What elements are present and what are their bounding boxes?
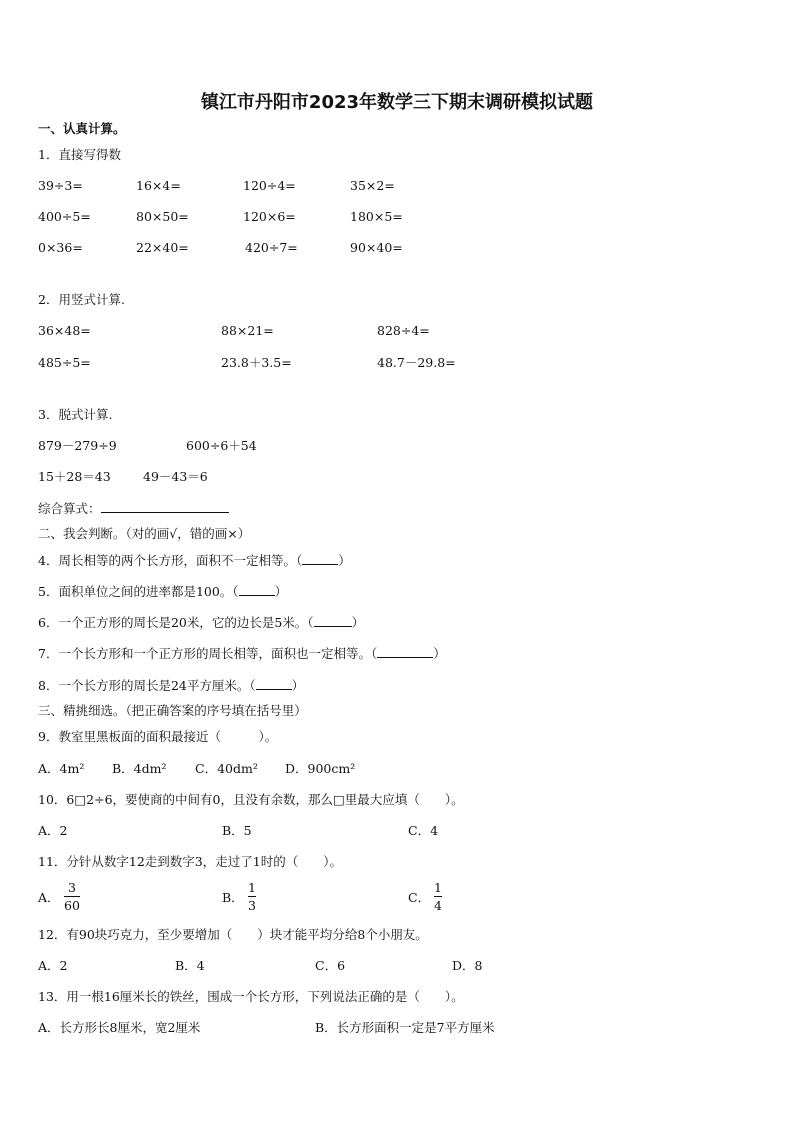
fraction-numerator: 1 [434,880,442,895]
judge-item [38,645,446,662]
q2-item: 828÷4= [377,323,430,338]
q1-item: 90×40= [350,240,403,255]
q3-item: 15＋28＝43 [38,469,111,484]
judge-item [38,677,304,694]
answer-blank[interactable] [377,645,433,658]
q11-option-label[interactable]: A． [38,890,60,905]
judge-item [38,552,351,569]
judge-text: 6．一个正方形的周长是20米，它的边长是5米。（ [38,615,314,630]
q11-fraction [434,880,442,913]
q11-fraction [248,880,256,913]
q3-item: 600÷6＋54 [186,438,257,453]
judge-close: ） [274,584,288,599]
q9-option[interactable]: D．900cm² [285,761,356,776]
q3-label: 3．脱式计算. [38,407,113,422]
q1-item: 120×6= [243,209,296,224]
q9-option[interactable]: C．40dm² [195,761,258,776]
judge-item [38,583,287,600]
q12-option[interactable]: C．6 [315,958,346,973]
judge-text: 4．周长相等的两个长方形，面积不一定相等。（ [38,553,303,568]
q1-item: 39÷3= [38,178,83,193]
q10-option[interactable]: B．5 [222,823,252,838]
q9-option[interactable]: A．4m² [38,761,85,776]
judge-text: 7．一个长方形和一个正方形的周长相等，面积也一定相等。（ [38,646,378,661]
q12-option[interactable]: B．4 [175,958,205,973]
fraction-denominator: 60 [64,898,80,913]
fraction-bar [64,896,80,897]
q12-option[interactable]: D．8 [452,958,483,973]
q10-stem: 10．6□2÷6，要使商的中间有0，且没有余数，那么□里最大应填（ ）。 [38,792,464,807]
q13-stem: 13．用一根16厘米长的铁丝，围成一个长方形，下列说法正确的是（ ）。 [38,989,464,1004]
q2-label: 2．用竖式计算. [38,292,125,307]
section-2-heading: 二、我会判断。（对的画√，错的画×） [38,526,251,541]
q1-item: 22×40= [136,240,189,255]
q11-option-label[interactable]: C． [408,890,431,905]
q2-item: 23.8＋3.5= [221,355,292,370]
q11-fraction [64,880,80,913]
judge-text: 5．面积单位之间的进率都是100。（ [38,584,239,599]
q9-stem: 9．教室里黑板面的面积最接近（ ）。 [38,729,278,744]
q1-item: 120÷4= [243,178,296,193]
judge-item [38,614,364,631]
q2-item: 88×21= [221,323,274,338]
q3-combined [38,500,229,517]
judge-close: ） [351,615,365,630]
answer-blank[interactable] [239,583,275,596]
answer-blank[interactable] [302,552,338,565]
q11-stem: 11．分针从数字12走到数字3，走过了1时的（ ）。 [38,854,342,869]
fraction-numerator: 3 [67,880,76,895]
q1-item: 80×50= [136,209,189,224]
section-3-heading: 三、精挑细选。（把正确答案的序号填在括号里） [38,703,307,718]
fraction-denominator: 4 [434,898,442,913]
q3-item: 879－279÷9 [38,438,117,453]
judge-close: ） [291,678,305,693]
answer-blank[interactable] [101,500,229,513]
answer-blank[interactable] [256,677,292,690]
q1-item: 180×5= [350,209,403,224]
q11-option-label[interactable]: B． [222,890,244,905]
q1-item: 420÷7= [245,240,298,255]
q12-option[interactable]: A．2 [38,958,68,973]
q1-item: 400÷5= [38,209,91,224]
answer-blank[interactable] [314,614,352,627]
q3-item: 49－43＝6 [143,469,208,484]
q3-combined-label: 综合算式： [38,501,101,516]
q1-item: 0×36= [38,240,83,255]
q2-item: 485÷5= [38,355,91,370]
fraction-bar [434,896,442,897]
q13-option[interactable]: B．长方形面积一定是7平方厘米 [315,1020,495,1035]
judge-close: ） [338,553,351,568]
q1-item: 35×2= [350,178,395,193]
judge-text: 8．一个长方形的周长是24平方厘米。（ [38,678,256,693]
q9-option[interactable]: B．4dm² [112,761,167,776]
q1-item: 16×4= [136,178,181,193]
q2-item: 48.7－29.8= [377,355,456,370]
q13-option[interactable]: A．长方形长8厘米，宽2厘米 [38,1020,201,1035]
q1-label: 1．直接写得数 [38,147,121,162]
q2-item: 36×48= [38,323,91,338]
q12-stem: 12．有90块巧克力，至少要增加（ ）块才能平均分给8个小朋友。 [38,927,428,942]
fraction-numerator: 1 [248,880,256,895]
q10-option[interactable]: C．4 [408,823,439,838]
judge-close: ） [433,646,446,661]
section-1-heading: 一、认真计算。 [38,121,126,136]
q10-option[interactable]: A．2 [38,823,68,838]
fraction-bar [248,896,256,897]
page-title: 镇江市丹阳市2023年数学三下期末调研模拟试题 [200,92,594,113]
fraction-denominator: 3 [248,898,256,913]
